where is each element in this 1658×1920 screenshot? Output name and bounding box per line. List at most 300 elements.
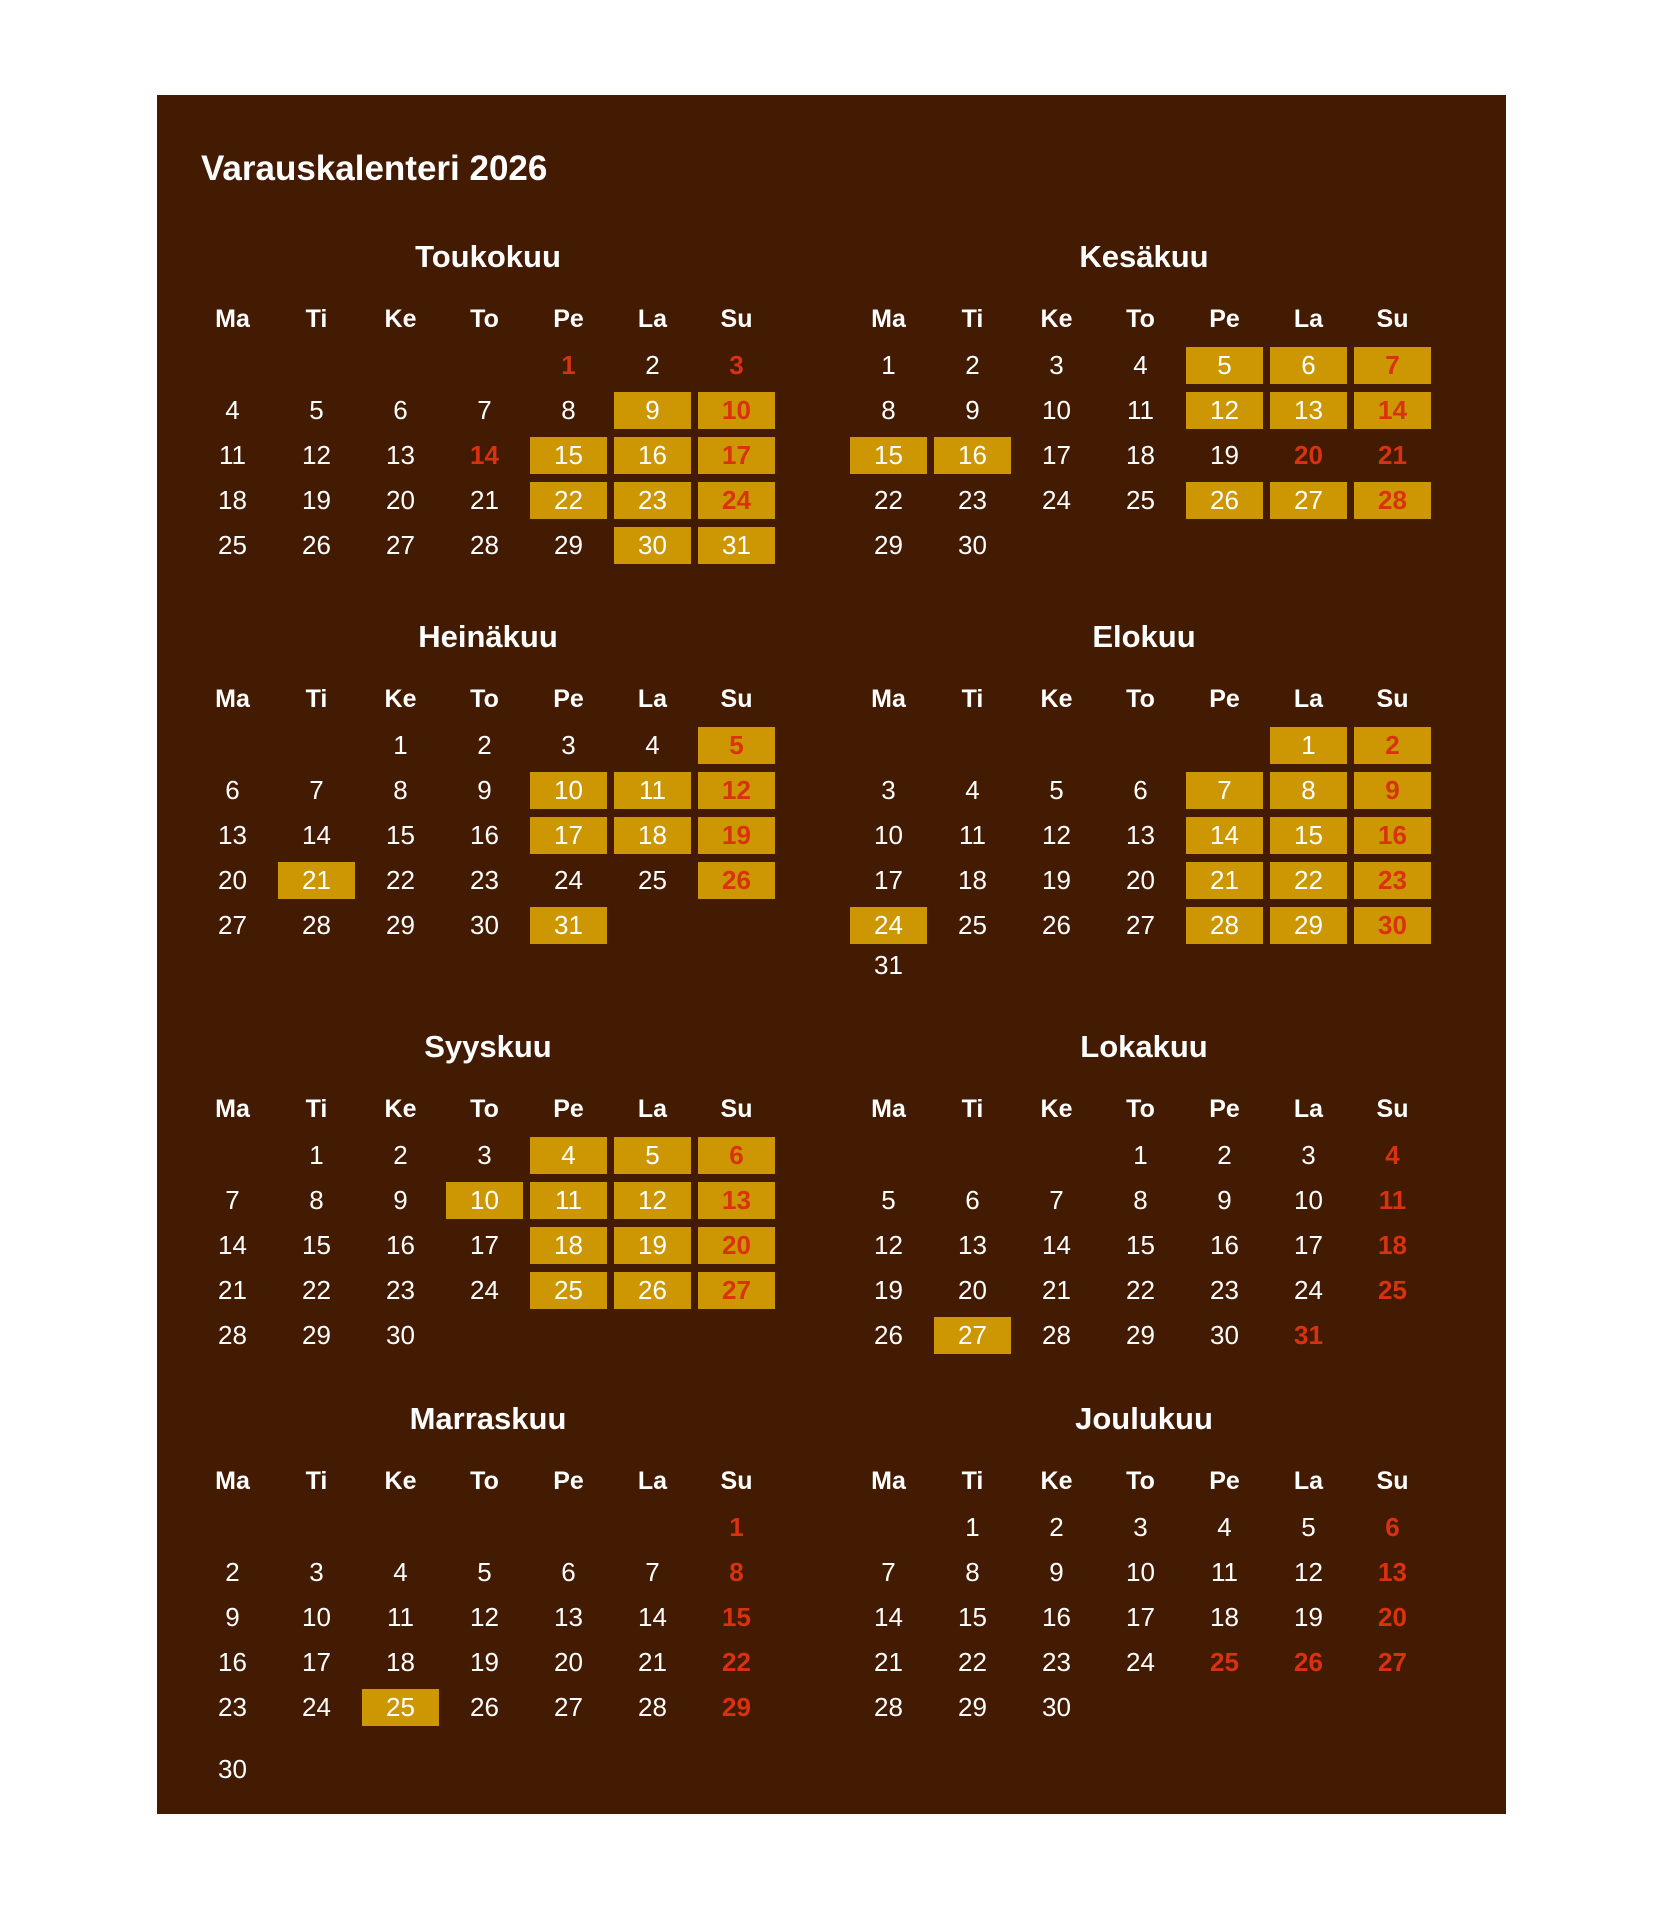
day-cell[interactable]: 15	[722, 1602, 751, 1632]
day-cell[interactable]: 19	[1210, 440, 1239, 470]
day-cell[interactable]: 7	[477, 395, 492, 425]
day-cell[interactable]: 1	[309, 1140, 324, 1170]
day-cell[interactable]: 6	[393, 395, 408, 425]
month-title: Joulukuu	[1075, 1401, 1213, 1436]
day-cell-booked[interactable]: 13	[698, 1182, 775, 1219]
day-cell[interactable]: 6	[561, 1557, 576, 1587]
day-cell[interactable]: 10	[874, 820, 903, 850]
weekday-header: Ti	[305, 685, 328, 713]
day-cell[interactable]: 11	[219, 440, 246, 470]
day-cell[interactable]: 1	[965, 1512, 980, 1542]
day-cell[interactable]: 9	[1217, 1185, 1232, 1215]
day-cell[interactable]: 3	[1133, 1512, 1148, 1542]
day-cell[interactable]: 30	[958, 530, 987, 560]
day-cell[interactable]: 26	[874, 1320, 903, 1350]
day-cell[interactable]: 14	[470, 440, 499, 470]
day-cell[interactable]: 24	[470, 1275, 499, 1305]
day-cell-booked[interactable]: 18	[614, 817, 691, 854]
weekday-header: To	[470, 685, 499, 713]
day-cell-booked[interactable]: 21	[278, 862, 355, 899]
weekday-header: Ma	[215, 1467, 250, 1495]
day-cell[interactable]: 18	[218, 485, 247, 515]
day-cell[interactable]: 24	[1042, 485, 1071, 515]
day-cell[interactable]: 2	[1217, 1140, 1232, 1170]
day-cell[interactable]: 5	[1301, 1512, 1316, 1542]
weekday-header: Ti	[961, 305, 984, 333]
weekday-header: To	[1126, 685, 1155, 713]
day-cell[interactable]: 25	[638, 865, 667, 895]
day-cell[interactable]: 3	[477, 1140, 492, 1170]
day-cell-booked[interactable]: 5	[698, 727, 775, 764]
weekday-header: To	[470, 305, 499, 333]
day-cell[interactable]: 27	[386, 530, 415, 560]
day-cell[interactable]: 23	[1042, 1647, 1071, 1677]
day-cell[interactable]: 29	[874, 530, 903, 560]
day-cell[interactable]: 9	[393, 1185, 408, 1215]
day-cell[interactable]: 21	[470, 485, 499, 515]
day-cell-booked[interactable]: 19	[614, 1227, 691, 1264]
day-cell[interactable]: 17	[1126, 1602, 1155, 1632]
day-cell[interactable]: 20	[958, 1275, 987, 1305]
day-cell[interactable]: 9	[477, 775, 492, 805]
day-cell[interactable]: 18	[1210, 1602, 1239, 1632]
day-cell[interactable]: 2	[965, 350, 980, 380]
day-cell-booked[interactable]: 26	[698, 862, 775, 899]
day-cell-booked[interactable]: 9	[1354, 772, 1431, 809]
day-cell-booked[interactable]: 11	[530, 1182, 607, 1219]
day-cell[interactable]: 24	[302, 1692, 331, 1722]
day-cell-booked[interactable]: 31	[530, 907, 607, 944]
day-cell[interactable]: 2	[477, 730, 492, 760]
day-cell-booked[interactable]: 9	[614, 392, 691, 429]
day-cell[interactable]: 17	[470, 1230, 499, 1260]
day-cell[interactable]: 29	[554, 530, 583, 560]
day-cell[interactable]: 4	[645, 730, 660, 760]
day-cell[interactable]: 4	[1217, 1512, 1232, 1542]
month-title: Lokakuu	[1080, 1029, 1208, 1064]
day-cell[interactable]: 16	[1042, 1602, 1071, 1632]
day-cell[interactable]: 15	[1126, 1230, 1155, 1260]
day-cell-booked[interactable]: 15	[1270, 817, 1347, 854]
day-cell-booked[interactable]: 15	[850, 437, 927, 474]
day-cell-booked[interactable]: 25	[530, 1272, 607, 1309]
day-cell-booked[interactable]: 22	[530, 482, 607, 519]
day-cell[interactable]: 21	[874, 1647, 903, 1677]
weekday-header: Pe	[1209, 685, 1240, 713]
day-cell[interactable]: 10	[1294, 1185, 1323, 1215]
day-cell[interactable]: 6	[225, 775, 240, 805]
day-cell-booked[interactable]: 17	[530, 817, 607, 854]
day-cell[interactable]: 3	[729, 350, 744, 380]
day-cell[interactable]: 11	[1127, 395, 1154, 425]
day-cell[interactable]: 31	[874, 950, 903, 980]
day-cell-booked[interactable]: 26	[1186, 482, 1263, 519]
weekday-header: Ma	[215, 305, 250, 333]
day-cell[interactable]: 6	[1385, 1512, 1400, 1542]
day-cell[interactable]: 9	[1049, 1557, 1064, 1587]
day-cell[interactable]: 13	[1126, 820, 1155, 850]
day-cell[interactable]: 3	[561, 730, 576, 760]
day-cell[interactable]: 17	[874, 865, 903, 895]
weekday-header: Su	[1376, 305, 1409, 333]
day-cell-booked[interactable]: 10	[698, 392, 775, 429]
day-cell-booked[interactable]: 7	[1354, 347, 1431, 384]
month-title: Kesäkuu	[1079, 239, 1209, 274]
day-cell[interactable]: 20	[554, 1647, 583, 1677]
day-cell[interactable]: 6	[965, 1185, 980, 1215]
day-cell[interactable]: 5	[881, 1185, 896, 1215]
day-cell[interactable]: 29	[302, 1320, 331, 1350]
day-cell[interactable]: 4	[1133, 350, 1148, 380]
day-cell[interactable]: 12	[1042, 820, 1071, 850]
day-cell-booked[interactable]: 22	[1270, 862, 1347, 899]
weekday-header: Ke	[384, 685, 417, 713]
day-cell[interactable]: 1	[393, 730, 408, 760]
day-cell[interactable]: 1	[561, 350, 576, 380]
day-cell[interactable]: 14	[302, 820, 331, 850]
day-cell[interactable]: 29	[958, 1692, 987, 1722]
day-cell[interactable]: 3	[309, 1557, 324, 1587]
day-cell-booked[interactable]: 16	[934, 437, 1011, 474]
day-cell[interactable]: 22	[386, 865, 415, 895]
day-cell[interactable]: 25	[1210, 1647, 1239, 1677]
day-cell[interactable]: 12	[302, 440, 331, 470]
day-cell-booked[interactable]: 5	[1186, 347, 1263, 384]
day-cell[interactable]: 8	[965, 1557, 980, 1587]
day-cell-booked[interactable]: 28	[1186, 907, 1263, 944]
day-cell-booked[interactable]: 12	[698, 772, 775, 809]
day-cell[interactable]: 18	[1126, 440, 1155, 470]
day-cell[interactable]: 30	[218, 1754, 247, 1784]
day-cell-booked[interactable]: 27	[698, 1272, 775, 1309]
day-cell[interactable]: 14	[638, 1602, 667, 1632]
weekday-header: Su	[720, 1467, 753, 1495]
day-cell[interactable]: 4	[1385, 1140, 1400, 1170]
weekday-header: Ma	[215, 685, 250, 713]
day-cell-booked[interactable]: 15	[530, 437, 607, 474]
day-cell-booked[interactable]: 30	[1354, 907, 1431, 944]
day-cell[interactable]: 17	[1042, 440, 1071, 470]
day-cell-booked[interactable]: 10	[530, 772, 607, 809]
day-cell[interactable]: 8	[561, 395, 576, 425]
day-cell[interactable]: 7	[645, 1557, 660, 1587]
weekday-header: Ke	[1040, 1095, 1073, 1123]
day-cell[interactable]: 15	[958, 1602, 987, 1632]
weekday-header: Ke	[384, 1095, 417, 1123]
day-cell[interactable]: 18	[958, 865, 987, 895]
day-cell[interactable]: 13	[386, 440, 415, 470]
day-cell-booked[interactable]: 29	[1270, 907, 1347, 944]
day-cell-booked[interactable]: 17	[698, 437, 775, 474]
month-marraskuu	[194, 1401, 782, 1784]
day-cell[interactable]: 17	[1294, 1230, 1323, 1260]
weekday-header: La	[637, 685, 668, 713]
weekday-header: Ke	[1040, 305, 1073, 333]
weekday-header: Ke	[384, 1467, 417, 1495]
day-cell[interactable]: 21	[218, 1275, 247, 1305]
weekday-header: Su	[1376, 1095, 1409, 1123]
day-cell[interactable]: 7	[225, 1185, 240, 1215]
day-cell-booked[interactable]: 27	[1270, 482, 1347, 519]
day-cell[interactable]: 22	[302, 1275, 331, 1305]
day-cell[interactable]: 16	[386, 1230, 415, 1260]
day-cell-booked[interactable]: 8	[1270, 772, 1347, 809]
day-cell[interactable]: 7	[309, 775, 324, 805]
day-cell[interactable]: 1	[881, 350, 896, 380]
day-cell[interactable]: 7	[1049, 1185, 1064, 1215]
day-cell[interactable]: 25	[1378, 1275, 1407, 1305]
weekday-header: Ma	[871, 685, 906, 713]
day-cell[interactable]: 21	[638, 1647, 667, 1677]
day-cell[interactable]: 13	[1378, 1557, 1407, 1587]
day-cell[interactable]: 4	[393, 1557, 408, 1587]
day-cell[interactable]: 4	[225, 395, 240, 425]
day-cell[interactable]: 14	[1042, 1230, 1071, 1260]
weekday-header: Ti	[305, 1095, 328, 1123]
weekday-header: La	[1293, 1467, 1324, 1495]
day-cell[interactable]: 24	[1294, 1275, 1323, 1305]
day-cell-booked[interactable]: 20	[698, 1227, 775, 1264]
day-cell[interactable]: 10	[1126, 1557, 1155, 1587]
day-cell[interactable]: 19	[874, 1275, 903, 1305]
day-cell-booked[interactable]: 24	[850, 907, 927, 944]
month-heinäkuu	[194, 619, 782, 999]
weekday-header: Ma	[871, 1095, 906, 1123]
day-cell[interactable]: 12	[1294, 1557, 1323, 1587]
day-cell[interactable]: 29	[386, 910, 415, 940]
day-cell[interactable]: 28	[218, 1320, 247, 1350]
day-cell[interactable]: 20	[1294, 440, 1323, 470]
weekday-header: La	[1293, 685, 1324, 713]
day-cell[interactable]: 22	[1126, 1275, 1155, 1305]
month-title: Marraskuu	[409, 1401, 567, 1436]
day-cell[interactable]: 3	[1049, 350, 1064, 380]
day-cell[interactable]: 26	[1042, 910, 1071, 940]
day-cell[interactable]: 11	[1378, 1185, 1407, 1215]
day-cell[interactable]: 2	[1049, 1512, 1064, 1542]
day-cell[interactable]: 10	[302, 1602, 331, 1632]
weekday-header: Pe	[553, 1095, 584, 1123]
weekday-header: Su	[720, 1095, 753, 1123]
day-cell[interactable]: 18	[1378, 1230, 1407, 1260]
day-cell[interactable]: 27	[1126, 910, 1155, 940]
day-cell[interactable]: 11	[959, 820, 986, 850]
month-syyskuu	[194, 1029, 782, 1409]
day-cell[interactable]: 23	[386, 1275, 415, 1305]
weekday-header: Pe	[553, 305, 584, 333]
day-cell-booked[interactable]: 26	[614, 1272, 691, 1309]
day-cell[interactable]: 1	[1133, 1140, 1148, 1170]
day-cell[interactable]: 22	[958, 1647, 987, 1677]
day-cell-booked[interactable]: 12	[614, 1182, 691, 1219]
day-cell[interactable]: 28	[470, 530, 499, 560]
weekday-header: La	[637, 1467, 668, 1495]
day-cell[interactable]: 23	[1210, 1275, 1239, 1305]
day-cell[interactable]: 7	[881, 1557, 896, 1587]
day-cell[interactable]: 21	[1042, 1275, 1071, 1305]
day-cell[interactable]: 27	[1378, 1647, 1407, 1677]
weekday-header: Pe	[1209, 305, 1240, 333]
day-cell[interactable]: 22	[874, 485, 903, 515]
day-cell-booked[interactable]: 12	[1186, 392, 1263, 429]
day-cell[interactable]: 23	[958, 485, 987, 515]
day-cell[interactable]: 2	[645, 350, 660, 380]
day-cell-booked[interactable]: 31	[698, 527, 775, 564]
day-cell[interactable]: 17	[302, 1647, 331, 1677]
day-cell-booked[interactable]: 19	[698, 817, 775, 854]
weekday-header: Su	[720, 685, 753, 713]
day-cell-booked[interactable]: 2	[1354, 727, 1431, 764]
day-cell[interactable]: 11	[1211, 1557, 1238, 1587]
day-cell[interactable]: 5	[477, 1557, 492, 1587]
day-cell[interactable]: 13	[554, 1602, 583, 1632]
day-cell[interactable]: 5	[309, 395, 324, 425]
day-cell-booked[interactable]: 6	[698, 1137, 775, 1174]
day-cell-booked[interactable]: 25	[362, 1689, 439, 1726]
day-cell[interactable]: 29	[1126, 1320, 1155, 1350]
day-cell-booked[interactable]: 14	[1186, 817, 1263, 854]
day-cell-booked[interactable]: 10	[446, 1182, 523, 1219]
day-cell[interactable]: 25	[1126, 485, 1155, 515]
day-cell[interactable]: 16	[470, 820, 499, 850]
day-cell-booked[interactable]: 23	[1354, 862, 1431, 899]
weekday-header: Ti	[305, 305, 328, 333]
day-cell[interactable]: 30	[470, 910, 499, 940]
weekday-header: Su	[1376, 1467, 1409, 1495]
page-title: Varauskalenteri 2026	[201, 149, 548, 188]
day-cell[interactable]: 2	[225, 1557, 240, 1587]
day-cell[interactable]: 23	[218, 1692, 247, 1722]
day-cell-booked[interactable]: 23	[614, 482, 691, 519]
day-cell-booked[interactable]: 27	[934, 1317, 1011, 1354]
day-cell[interactable]: 9	[225, 1602, 240, 1632]
day-cell-booked[interactable]: 5	[614, 1137, 691, 1174]
day-cell[interactable]: 31	[1294, 1320, 1323, 1350]
day-cell[interactable]: 15	[302, 1230, 331, 1260]
month-title: Elokuu	[1092, 619, 1196, 654]
day-cell-booked[interactable]: 1	[1270, 727, 1347, 764]
day-cell[interactable]: 19	[470, 1647, 499, 1677]
day-cell[interactable]: 5	[1049, 775, 1064, 805]
weekday-header: La	[1293, 305, 1324, 333]
day-cell[interactable]: 20	[218, 865, 247, 895]
day-cell-booked[interactable]: 11	[614, 772, 691, 809]
day-cell[interactable]: 1	[729, 1512, 744, 1542]
day-cell[interactable]: 27	[218, 910, 247, 940]
day-cell[interactable]: 20	[1378, 1602, 1407, 1632]
day-cell[interactable]: 20	[1126, 865, 1155, 895]
day-cell[interactable]: 6	[1133, 775, 1148, 805]
day-cell[interactable]: 8	[729, 1557, 744, 1587]
weekday-header: Su	[720, 305, 753, 333]
month-kesäkuu	[850, 239, 1438, 619]
day-cell-booked[interactable]: 6	[1270, 347, 1347, 384]
day-cell[interactable]: 16	[218, 1647, 247, 1677]
day-cell[interactable]: 9	[965, 395, 980, 425]
day-cell[interactable]: 3	[1301, 1140, 1316, 1170]
weekday-header: To	[470, 1095, 499, 1123]
weekday-header: Ti	[961, 1467, 984, 1495]
day-cell-booked[interactable]: 18	[530, 1227, 607, 1264]
day-cell[interactable]: 26	[1294, 1647, 1323, 1677]
day-cell[interactable]: 13	[218, 820, 247, 850]
weekday-header: Ke	[384, 305, 417, 333]
weekday-header: La	[637, 305, 668, 333]
day-cell[interactable]: 4	[965, 775, 980, 805]
day-cell[interactable]: 26	[470, 1692, 499, 1722]
day-cell[interactable]: 24	[1126, 1647, 1155, 1677]
day-cell-booked[interactable]: 16	[614, 437, 691, 474]
day-cell-booked[interactable]: 28	[1354, 482, 1431, 519]
day-cell-booked[interactable]: 14	[1354, 392, 1431, 429]
day-cell[interactable]: 28	[1042, 1320, 1071, 1350]
day-cell[interactable]: 28	[874, 1692, 903, 1722]
weekday-header: Su	[1376, 685, 1409, 713]
day-cell[interactable]: 12	[470, 1602, 499, 1632]
day-cell[interactable]: 19	[302, 485, 331, 515]
day-cell[interactable]: 10	[1042, 395, 1071, 425]
day-cell[interactable]: 14	[218, 1230, 247, 1260]
day-cell-booked[interactable]: 13	[1270, 392, 1347, 429]
day-cell[interactable]: 23	[470, 865, 499, 895]
weekday-header: Pe	[553, 1467, 584, 1495]
day-cell-booked[interactable]: 24	[698, 482, 775, 519]
day-cell[interactable]: 2	[393, 1140, 408, 1170]
day-cell[interactable]: 24	[554, 865, 583, 895]
day-cell[interactable]: 11	[387, 1602, 414, 1632]
day-cell[interactable]: 22	[722, 1647, 751, 1677]
day-cell[interactable]: 8	[881, 395, 896, 425]
day-cell-booked[interactable]: 4	[530, 1137, 607, 1174]
day-cell[interactable]: 16	[1210, 1230, 1239, 1260]
day-cell-booked[interactable]: 21	[1186, 862, 1263, 899]
month-joulukuu	[850, 1401, 1438, 1781]
day-cell[interactable]: 20	[386, 485, 415, 515]
day-cell[interactable]: 18	[386, 1647, 415, 1677]
weekday-header: To	[1126, 305, 1155, 333]
day-cell[interactable]: 12	[874, 1230, 903, 1260]
day-cell[interactable]: 8	[393, 775, 408, 805]
weekday-header: La	[637, 1095, 668, 1123]
day-cell[interactable]: 30	[1210, 1320, 1239, 1350]
day-cell-booked[interactable]: 7	[1186, 772, 1263, 809]
day-cell[interactable]: 25	[218, 530, 247, 560]
day-cell[interactable]: 19	[1294, 1602, 1323, 1632]
month-lokakuu	[850, 1029, 1438, 1409]
day-cell-booked[interactable]: 30	[614, 527, 691, 564]
day-cell[interactable]: 13	[958, 1230, 987, 1260]
day-cell[interactable]: 27	[554, 1692, 583, 1722]
day-cell[interactable]: 21	[1378, 440, 1407, 470]
day-cell[interactable]: 28	[302, 910, 331, 940]
day-cell[interactable]: 3	[881, 775, 896, 805]
day-cell[interactable]: 30	[1042, 1692, 1071, 1722]
day-cell[interactable]: 25	[958, 910, 987, 940]
day-cell[interactable]: 8	[309, 1185, 324, 1215]
day-cell[interactable]: 8	[1133, 1185, 1148, 1215]
day-cell[interactable]: 29	[722, 1692, 751, 1722]
weekday-header: Ma	[871, 1467, 906, 1495]
day-cell[interactable]: 30	[386, 1320, 415, 1350]
day-cell[interactable]: 15	[386, 820, 415, 850]
month-title: Syyskuu	[424, 1029, 552, 1064]
day-cell[interactable]: 19	[1042, 865, 1071, 895]
day-cell[interactable]: 14	[874, 1602, 903, 1632]
day-cell-booked[interactable]: 16	[1354, 817, 1431, 854]
weekday-header: Pe	[553, 685, 584, 713]
day-cell[interactable]: 28	[638, 1692, 667, 1722]
day-cell[interactable]: 26	[302, 530, 331, 560]
